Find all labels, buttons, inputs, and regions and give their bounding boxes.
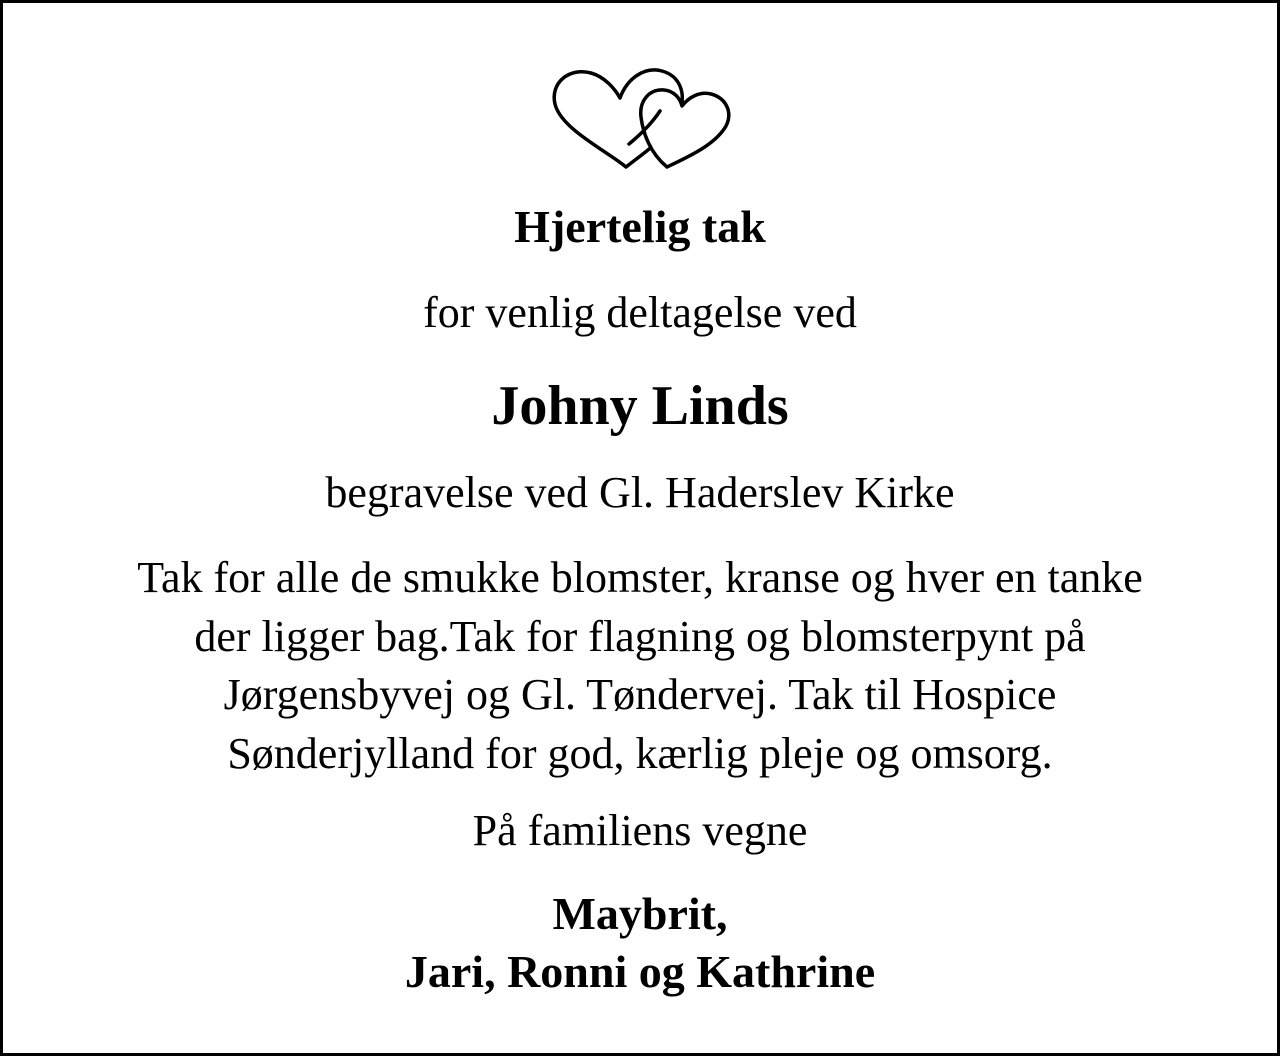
ceremony-line: begravelse ved Gl. Haderslev Kirke xyxy=(325,468,955,517)
message-paragraph xyxy=(3,549,1277,783)
message-line: Jørgensbyvej og Gl. Tøndervej. Tak til Hospice xyxy=(223,670,1057,719)
message-line: Sønderjylland for god, kærlig pleje og omsorg. xyxy=(227,728,1053,778)
deceased-name: Johny Linds xyxy=(491,375,789,437)
notice-subheading: for venlig deltagelse ved xyxy=(423,288,857,337)
on-behalf-line: På familiens vegne xyxy=(472,806,808,855)
message-line: der ligger bag.Tak for flagning og blomsterpynt på xyxy=(194,611,1086,661)
notice-heading: Hjertelig tak xyxy=(514,201,766,252)
two-hearts-icon xyxy=(543,63,743,178)
message-line: Tak for alle de smukke blomster, kranse og hver en tanke xyxy=(137,553,1143,602)
right-heart-outline xyxy=(641,90,729,167)
signature-line: Maybrit, xyxy=(552,888,728,939)
signature-block xyxy=(3,885,1277,1001)
signature-line: Jari, Ronni og Kathrine xyxy=(404,946,876,997)
